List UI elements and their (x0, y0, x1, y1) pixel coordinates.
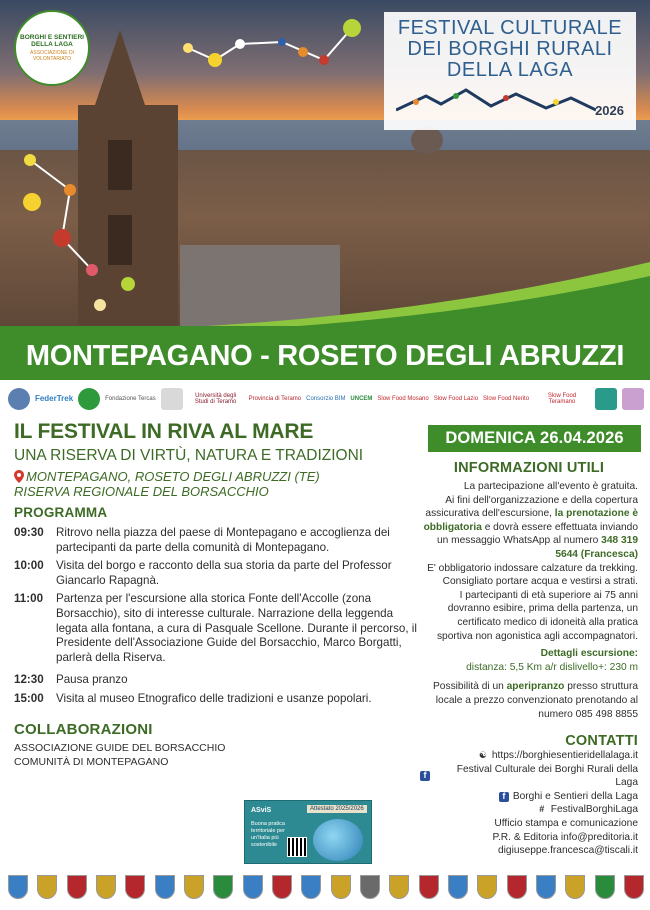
facebook-icon: f (499, 792, 509, 802)
partner-logo-unite (188, 386, 244, 412)
partner-name: Slow Food Nerito (483, 395, 530, 402)
partner-logo-uncem (350, 386, 372, 412)
association-logo (14, 10, 90, 86)
partner-logo (8, 386, 30, 412)
partner-logo-provincia (249, 386, 302, 412)
municipal-crest-icon (301, 875, 321, 899)
facebook-page[interactable]: Festival Culturale dei Borghi Rurali della Laga (456, 763, 638, 789)
partner-name: Università degli Studi di Teramo (194, 392, 237, 405)
partner-logo-slowfood (534, 386, 590, 412)
municipal-crest-icon (37, 875, 57, 899)
contact-website[interactable] (420, 749, 638, 763)
partner-logo-slowfood (483, 386, 529, 412)
municipal-crest-icon (67, 875, 87, 899)
tower-window (108, 215, 132, 265)
partner-name: Provincia di Teramo (248, 395, 302, 402)
partner-logo-tercas (105, 386, 156, 412)
municipal-crest-icon (624, 875, 644, 899)
contact-facebook[interactable] (420, 763, 638, 790)
schedule-item (14, 673, 418, 688)
info-gear: E' obbligatorio indossare calzature da trekking. Consigliato portare acqua e vestirsi a strati. (427, 562, 638, 588)
municipal-crest-icon (213, 875, 233, 899)
collaboration-item: COMUNITÀ DI MONTEPAGANO (14, 755, 169, 768)
website-link[interactable]: https://borghiesentieridellalaga.it (491, 750, 638, 762)
info-paragraph (420, 480, 638, 721)
mountain-icon (396, 86, 596, 116)
municipal-crest-icon (8, 875, 28, 899)
partner-logo-bim (306, 386, 345, 412)
partner-name: Fondazione Tercas (105, 395, 156, 402)
globe-icon: ☯ (478, 750, 487, 761)
festival-year: 2026 (595, 103, 624, 118)
logo-text-bottom: ASSOCIAZIONE DI VOLONTARIATO (30, 50, 74, 63)
schedule-time: 11:00 (14, 592, 44, 606)
program-title: PROGRAMMA (14, 505, 108, 520)
schedule-text: Visita al museo Etnografico delle tradizioni e usanze popolari. (56, 691, 372, 705)
headline: IL FESTIVAL IN RIVA AL MARE (14, 420, 314, 443)
title-band (0, 336, 650, 376)
info-booking-text: e dovrà essere effettuata inviando un messaggio WhatsApp al numero (436, 521, 638, 547)
partner-name: FederTrek (34, 393, 74, 403)
partner-logo (595, 386, 617, 412)
municipal-crest-icon (155, 875, 175, 899)
contact-hashtag (420, 803, 638, 817)
globe-icon (313, 819, 363, 861)
info-booking-required: la prenotazione è obbligatoria (423, 508, 638, 533)
church-dome (411, 126, 443, 154)
location-pin-icon (14, 470, 24, 483)
schedule-list (14, 526, 418, 707)
info-booking (420, 494, 638, 562)
schedule-text: Visita del borgo e racconto della sua storia da parte del Professor Giancarlo Rapagnà. (56, 559, 392, 587)
partner-name: Consorzio BIM (306, 395, 346, 402)
municipal-crest-icon (419, 875, 439, 899)
info-lunch-bold: aperipranzo (506, 681, 565, 693)
hashtag-icon: # (539, 804, 545, 815)
location (14, 469, 418, 499)
schedule-text: Partenza per l'escursione alla storica Fonte dell'Accolle (zona Borsacchio), sito di interesse culturale. Narrazione della leggenda legata alla fontana, a cura di Pasquale Scellone. Durante il percorso, il Presidente dell'Associazione Guide del Borsacchio, Marco Borgatti, parlerà della Riserva. (56, 592, 417, 664)
asvis-logo: ASviS (251, 807, 272, 814)
partner-logo (161, 386, 183, 412)
partner-logo-slowfood (377, 386, 428, 412)
details-text: distanza: 5,5 Km a/r dislivello+: 230 m (466, 661, 638, 673)
collaboration-item: ASSOCIAZIONE GUIDE DEL BORSACCHIO (14, 741, 226, 754)
asvis-badge (244, 800, 372, 864)
municipal-crest-icon (477, 875, 497, 899)
schedule-time: 09:30 (14, 526, 44, 539)
schedule-text: Pausa pranzo (56, 673, 128, 687)
partner-name: Slow Food Teramano (547, 392, 577, 405)
contacts-title: CONTATTI (565, 733, 638, 750)
location-line2: RISERVA REGIONALE DEL BORSACCHIO (14, 484, 269, 499)
municipal-crest-icon (243, 875, 263, 899)
schedule-item (14, 526, 418, 555)
municipal-crest-icon (125, 875, 145, 899)
municipal-crest-icon (565, 875, 585, 899)
info-column (420, 460, 638, 858)
partner-logos (8, 382, 644, 416)
subheadline: UNA RISERVA DI VIRTÙ, NATURA E TRADIZIONI (14, 447, 364, 464)
schedule-time: 15:00 (14, 691, 44, 705)
logo-text-top: BORGHI E SENTIERI DELLA LAGA (20, 33, 84, 48)
info-free: La partecipazione all'evento è gratuita. (463, 481, 638, 492)
festival-title-line3: DELLA LAGA (446, 59, 574, 81)
contact-email[interactable]: digiuseppe.francesca@tiscali.it (497, 845, 638, 857)
partner-name: UNCEM (350, 395, 373, 402)
partner-name: Slow Food Lazio (433, 395, 479, 402)
municipal-crest-icon (507, 875, 527, 899)
partner-logo-slowfood (434, 386, 478, 412)
facebook-page[interactable]: Borghi e Sentieri della Laga (512, 790, 638, 802)
banner-title: MONTEPAGANO - ROSETO DEGLI ABRUZZI (25, 340, 625, 372)
info-booking-text: Ai fini dell'organizzazione e della copertura assicurativa dell'escursione, (425, 494, 638, 520)
details-title (420, 647, 638, 661)
partner-name: Slow Food Mosano (377, 395, 429, 402)
info-lunch (420, 680, 638, 721)
qr-code-icon (287, 837, 307, 857)
municipal-crest-icon (184, 875, 204, 899)
whatsapp-number[interactable]: 348 319 5644 (Francesca) (555, 535, 638, 560)
municipal-crest-icon (272, 875, 292, 899)
municipal-crest-icon (595, 875, 615, 899)
info-lunch-text: Possibilità di un (433, 681, 507, 693)
municipal-crest-icon (360, 875, 380, 899)
asvis-text: Buona pratica territoriale per un'Italia più sostenibile (251, 821, 285, 848)
schedule-time: 12:30 (14, 673, 44, 687)
contact-facebook[interactable] (420, 790, 638, 804)
partner-logo-federtrek (35, 386, 73, 412)
municipal-crest-icon (536, 875, 556, 899)
press-office: Ufficio stampa e comunicazione (494, 818, 638, 830)
partner-logo (622, 386, 644, 412)
municipal-crest-icon (448, 875, 468, 899)
festival-title-line1: FESTIVAL CULTURALE (397, 17, 623, 39)
event-date: DOMENICA 26.04.2026 (428, 425, 641, 452)
facebook-icon: f (420, 771, 430, 781)
municipal-crest-icon (389, 875, 409, 899)
info-lunch-text: presso struttura locale a prezzo convenzionato prenotando al numero 085 498 8855 (435, 681, 638, 720)
location-line1: MONTEPAGANO, ROSETO DEGLI ABRUZZI (TE) (26, 469, 320, 484)
program-column (14, 420, 418, 768)
info-age: I partecipanti di età superiore ai 75 anni dovranno esibire, prima della partenza, un certificato medico di idoneità alla pratica sportiva non agonistica agli accompagnatori. (436, 589, 638, 642)
festival-title-line2: DEI BORGHI RURALI (407, 38, 613, 60)
municipal-crests (8, 870, 644, 904)
municipal-crest-icon (96, 875, 116, 899)
details-title-text: Dettagli escursione: (540, 648, 638, 660)
festival-title-box (384, 12, 636, 130)
schedule-text: Ritrovo nella piazza del paese di Montepagano e accoglienza dei partecipanti da parte della comunità di Montepagano. (56, 526, 390, 554)
hashtag-text: FestivalBorghiLaga (550, 804, 638, 816)
info-title: INFORMAZIONI UTILI (453, 460, 605, 476)
collaborations-title: COLLABORAZIONI (14, 720, 153, 738)
asvis-attestato: Attestato 2025/2026 (307, 805, 367, 813)
schedule-item (14, 692, 418, 707)
schedule-time: 10:00 (14, 559, 44, 573)
schedule-item (14, 592, 418, 665)
partner-logo (78, 386, 100, 412)
press-contact[interactable]: P.R. & Editoria info@preditoria.it (492, 831, 638, 843)
schedule-item (14, 559, 418, 588)
municipal-crest-icon (331, 875, 351, 899)
tower-window (108, 140, 132, 190)
